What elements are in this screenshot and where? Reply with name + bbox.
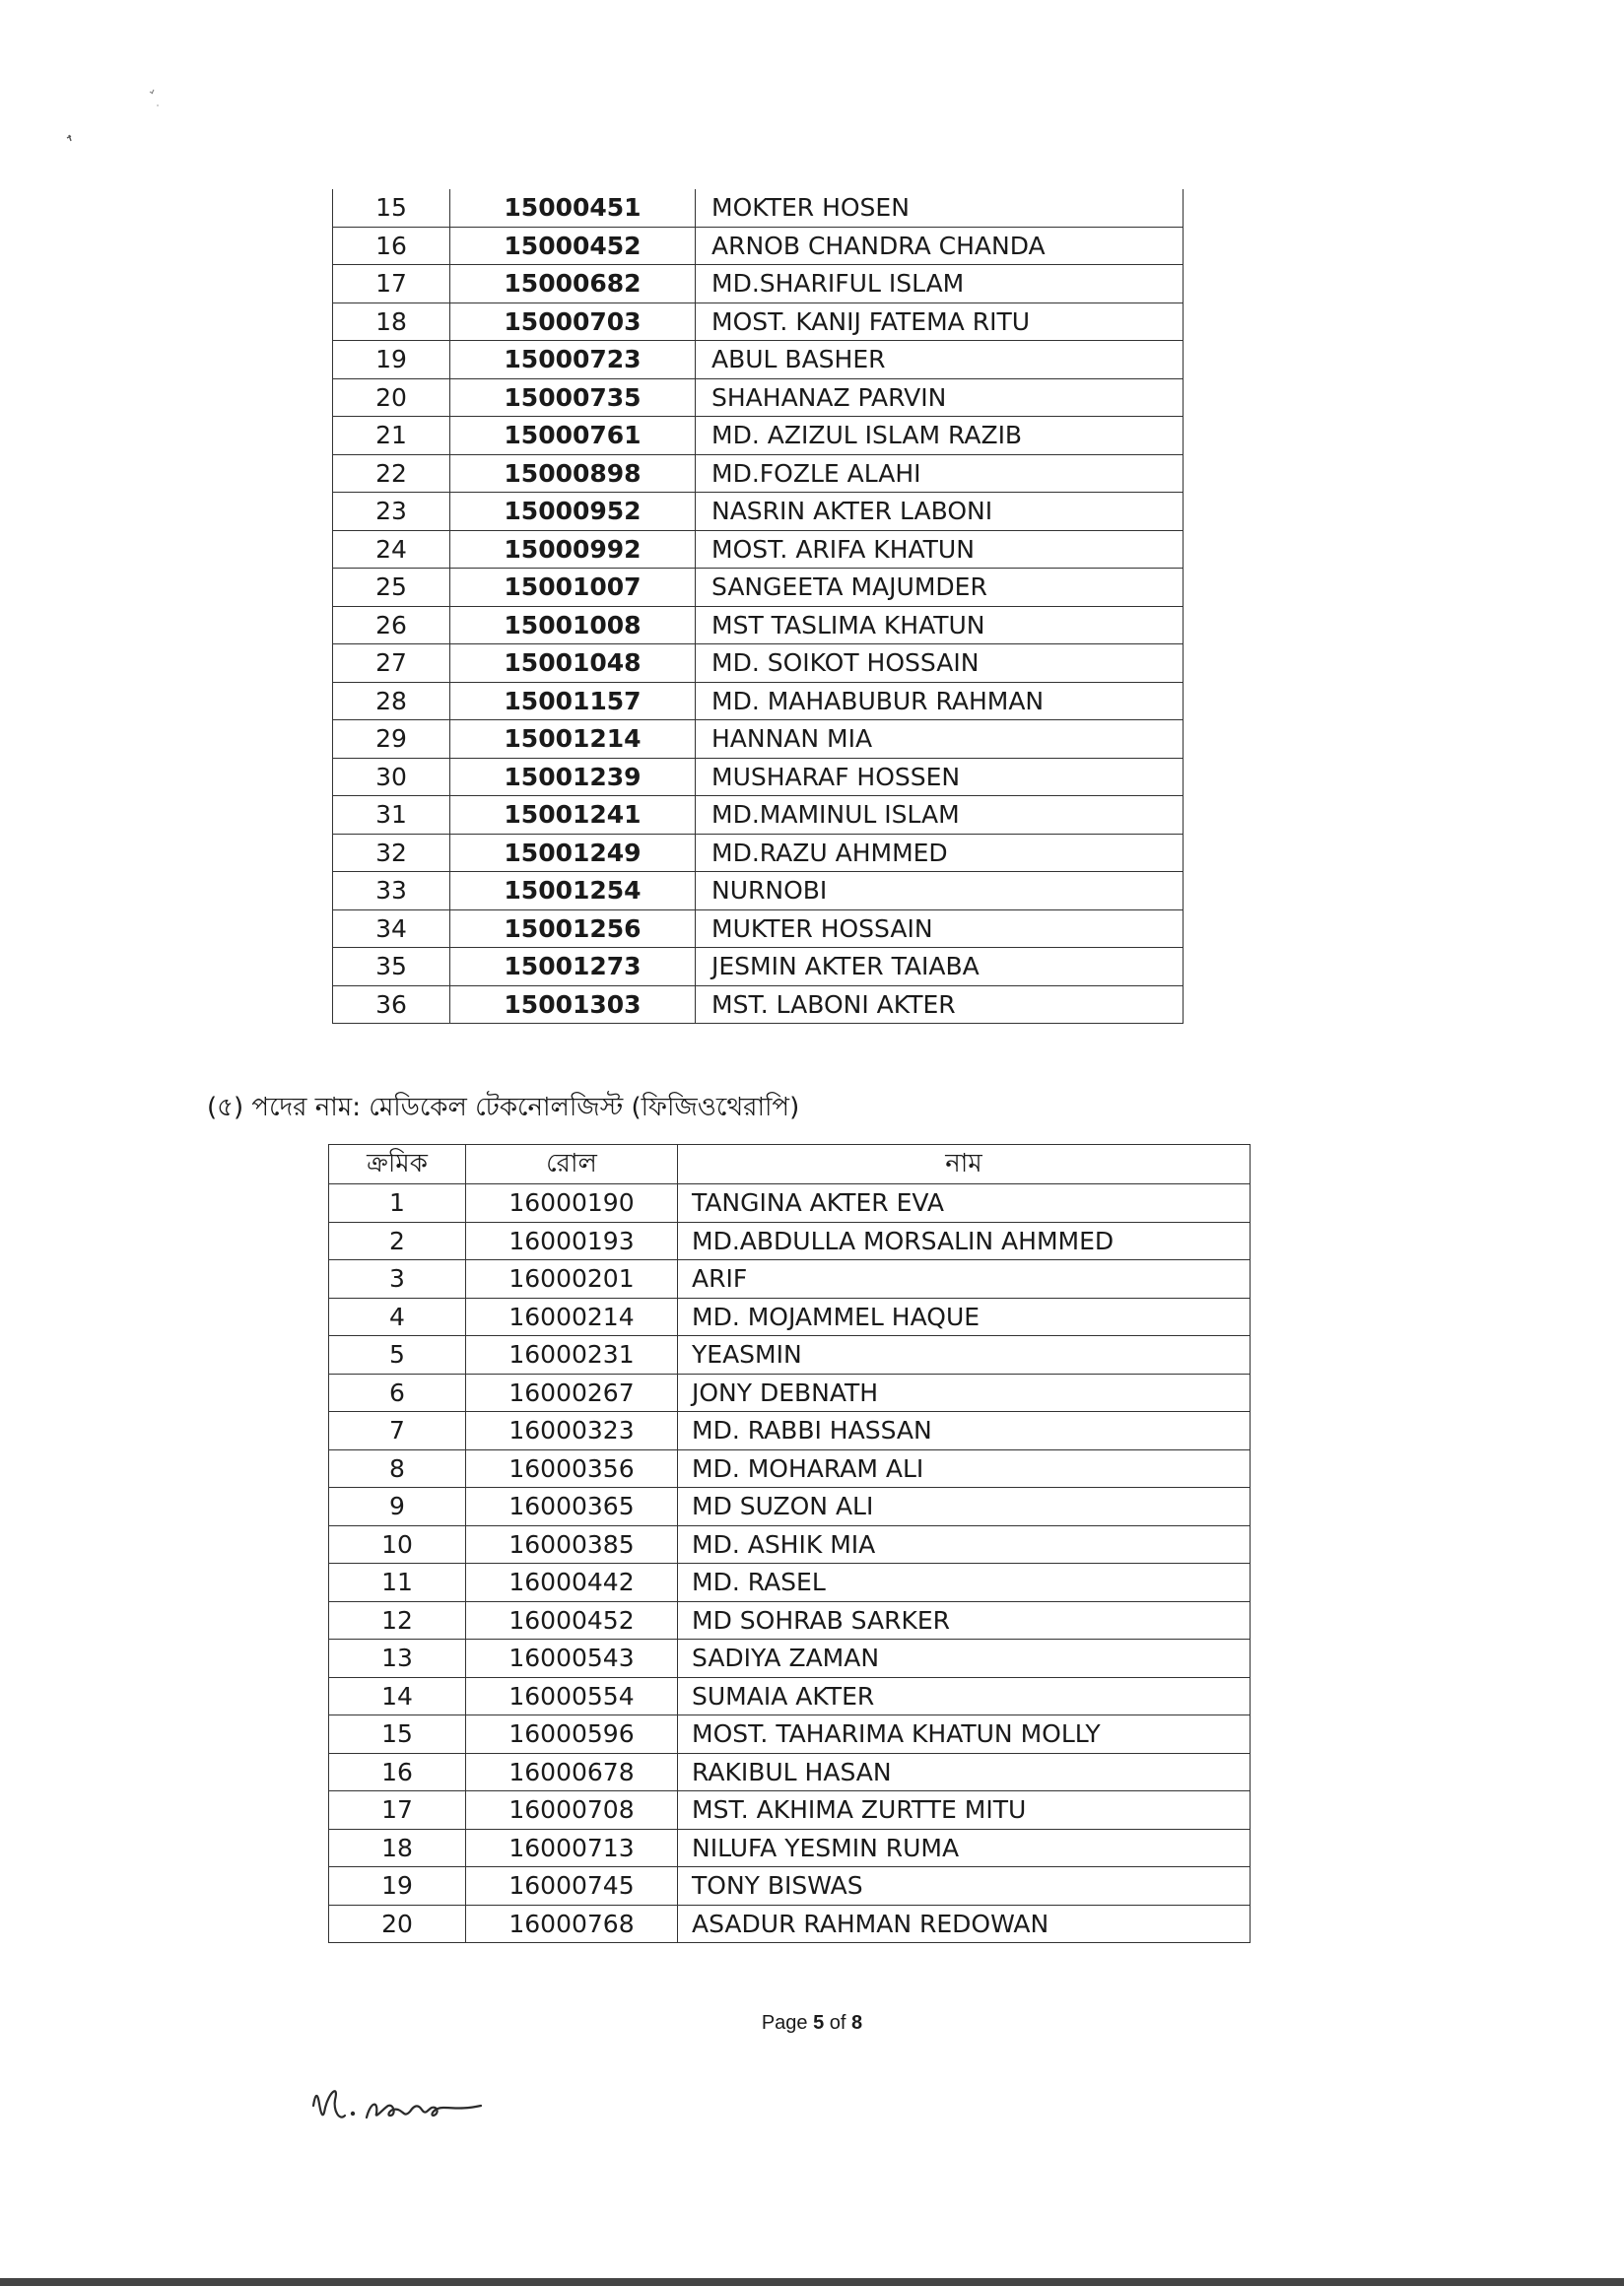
name-cell: SHAHANAZ PARVIN bbox=[696, 378, 1184, 417]
name-cell: MST. LABONI AKTER bbox=[696, 985, 1184, 1024]
page-footer bbox=[0, 2012, 1624, 2035]
serial-cell: 3 bbox=[329, 1260, 466, 1299]
table-row bbox=[333, 644, 1184, 683]
table-row bbox=[333, 189, 1184, 227]
table-row bbox=[329, 1715, 1251, 1754]
roll-cell: 15001214 bbox=[450, 720, 696, 759]
serial-cell: 17 bbox=[333, 265, 450, 303]
roll-cell: 15001157 bbox=[450, 682, 696, 720]
table-row bbox=[329, 1905, 1251, 1943]
name-cell: ARNOB CHANDRA CHANDA bbox=[696, 227, 1184, 265]
roll-cell: 15001241 bbox=[450, 796, 696, 835]
name-cell: MD.FOZLE ALAHI bbox=[696, 454, 1184, 493]
name-cell: MOKTER HOSEN bbox=[696, 189, 1184, 227]
name-cell: ABUL BASHER bbox=[696, 341, 1184, 379]
name-cell: RAKIBUL HASAN bbox=[678, 1753, 1251, 1791]
serial-cell: 17 bbox=[329, 1791, 466, 1830]
roll-cell: 16000713 bbox=[466, 1829, 678, 1867]
serial-cell: 28 bbox=[333, 682, 450, 720]
name-cell: MST. AKHIMA ZURTTE MITU bbox=[678, 1791, 1251, 1830]
section-heading: (৫) পদের নাম: মেডিকেল টেকনোলজিস্ট (ফিজিওথেরাপি) bbox=[207, 1093, 800, 1122]
serial-cell: 16 bbox=[329, 1753, 466, 1791]
table-row bbox=[333, 872, 1184, 910]
table-row bbox=[333, 796, 1184, 835]
name-cell: MD.MAMINUL ISLAM bbox=[696, 796, 1184, 835]
name-cell: MD. AZIZUL ISLAM RAZIB bbox=[696, 417, 1184, 455]
table-row bbox=[329, 1488, 1251, 1526]
candidate-table-continued bbox=[332, 189, 1184, 1024]
table-row bbox=[329, 1298, 1251, 1336]
roll-cell: 15001007 bbox=[450, 569, 696, 607]
roll-cell: 15000735 bbox=[450, 378, 696, 417]
table-row bbox=[329, 1601, 1251, 1640]
name-cell: MD. RABBI HASSAN bbox=[678, 1412, 1251, 1450]
table-row bbox=[333, 493, 1184, 531]
scan-speck-marks bbox=[59, 84, 177, 153]
name-cell: NURNOBI bbox=[696, 872, 1184, 910]
table-row bbox=[333, 985, 1184, 1024]
serial-cell: 13 bbox=[329, 1640, 466, 1678]
roll-cell: 15000898 bbox=[450, 454, 696, 493]
name-cell: TONY BISWAS bbox=[678, 1867, 1251, 1906]
serial-cell: 14 bbox=[329, 1677, 466, 1715]
name-cell: SADIYA ZAMAN bbox=[678, 1640, 1251, 1678]
table-row bbox=[333, 682, 1184, 720]
name-cell: NASRIN AKTER LABONI bbox=[696, 493, 1184, 531]
roll-cell: 16000596 bbox=[466, 1715, 678, 1754]
roll-cell: 16000365 bbox=[466, 1488, 678, 1526]
name-cell: ASADUR RAHMAN REDOWAN bbox=[678, 1905, 1251, 1943]
table-row bbox=[329, 1753, 1251, 1791]
table-row bbox=[333, 720, 1184, 759]
roll-cell: 16000708 bbox=[466, 1791, 678, 1830]
roll-cell: 15001256 bbox=[450, 909, 696, 948]
table-row bbox=[333, 948, 1184, 986]
serial-cell: 19 bbox=[333, 341, 450, 379]
serial-cell: 23 bbox=[333, 493, 450, 531]
column-header-name: নাম bbox=[678, 1145, 1251, 1184]
serial-cell: 8 bbox=[329, 1449, 466, 1488]
serial-cell: 30 bbox=[333, 758, 450, 796]
roll-cell: 15000451 bbox=[450, 189, 696, 227]
table-row bbox=[329, 1829, 1251, 1867]
roll-cell: 16000678 bbox=[466, 1753, 678, 1791]
table-row bbox=[329, 1791, 1251, 1830]
name-cell: MD. MOHARAM ALI bbox=[678, 1449, 1251, 1488]
candidate-table-continued-body bbox=[333, 189, 1184, 1024]
name-cell: ARIF bbox=[678, 1260, 1251, 1299]
serial-cell: 25 bbox=[333, 569, 450, 607]
table-row bbox=[333, 834, 1184, 872]
table-row bbox=[333, 758, 1184, 796]
column-header-serial: ক্রমিক bbox=[329, 1145, 466, 1184]
name-cell: MD.SHARIFUL ISLAM bbox=[696, 265, 1184, 303]
page-current: 5 bbox=[813, 2012, 825, 2034]
roll-cell: 15000452 bbox=[450, 227, 696, 265]
name-cell: MD. ASHIK MIA bbox=[678, 1525, 1251, 1564]
column-header-roll: রোল bbox=[466, 1145, 678, 1184]
roll-cell: 16000193 bbox=[466, 1222, 678, 1260]
serial-cell: 20 bbox=[329, 1905, 466, 1943]
roll-cell: 15001273 bbox=[450, 948, 696, 986]
name-cell: JESMIN AKTER TAIABA bbox=[696, 948, 1184, 986]
roll-cell: 15000761 bbox=[450, 417, 696, 455]
roll-cell: 16000214 bbox=[466, 1298, 678, 1336]
serial-cell: 26 bbox=[333, 606, 450, 644]
name-cell: MD.ABDULLA MORSALIN AHMMED bbox=[678, 1222, 1251, 1260]
page-label: Page bbox=[761, 2012, 814, 2034]
table-row bbox=[329, 1677, 1251, 1715]
name-cell: NILUFA YESMIN RUMA bbox=[678, 1829, 1251, 1867]
serial-cell: 12 bbox=[329, 1601, 466, 1640]
serial-cell: 27 bbox=[333, 644, 450, 683]
handwritten-signature bbox=[305, 2064, 591, 2143]
roll-cell: 16000201 bbox=[466, 1260, 678, 1299]
roll-cell: 16000267 bbox=[466, 1374, 678, 1412]
serial-cell: 11 bbox=[329, 1564, 466, 1602]
name-cell: MD. SOIKOT HOSSAIN bbox=[696, 644, 1184, 683]
serial-cell: 31 bbox=[333, 796, 450, 835]
table-row bbox=[329, 1374, 1251, 1412]
roll-cell: 16000231 bbox=[466, 1336, 678, 1375]
serial-cell: 29 bbox=[333, 720, 450, 759]
name-cell: SUMAIA AKTER bbox=[678, 1677, 1251, 1715]
serial-cell: 15 bbox=[329, 1715, 466, 1754]
table-row bbox=[329, 1564, 1251, 1602]
serial-cell: 35 bbox=[333, 948, 450, 986]
name-cell: MD. RASEL bbox=[678, 1564, 1251, 1602]
roll-cell: 16000323 bbox=[466, 1412, 678, 1450]
serial-cell: 4 bbox=[329, 1298, 466, 1336]
roll-cell: 15000992 bbox=[450, 530, 696, 569]
serial-cell: 20 bbox=[333, 378, 450, 417]
name-cell: MOST. ARIFA KHATUN bbox=[696, 530, 1184, 569]
table-row bbox=[333, 909, 1184, 948]
page-of-label: of bbox=[824, 2012, 852, 2034]
name-cell: MD. MOJAMMEL HAQUE bbox=[678, 1298, 1251, 1336]
serial-cell: 16 bbox=[333, 227, 450, 265]
name-cell: MST TASLIMA KHATUN bbox=[696, 606, 1184, 644]
table-row bbox=[329, 1184, 1251, 1223]
table-row bbox=[333, 265, 1184, 303]
serial-cell: 24 bbox=[333, 530, 450, 569]
serial-cell: 5 bbox=[329, 1336, 466, 1375]
serial-cell: 21 bbox=[333, 417, 450, 455]
table-row bbox=[329, 1336, 1251, 1375]
serial-cell: 22 bbox=[333, 454, 450, 493]
table-row bbox=[333, 341, 1184, 379]
table-row bbox=[329, 1412, 1251, 1450]
serial-cell: 33 bbox=[333, 872, 450, 910]
roll-cell: 15001239 bbox=[450, 758, 696, 796]
table-row bbox=[333, 569, 1184, 607]
scan-bottom-edge bbox=[0, 2278, 1624, 2286]
table-row bbox=[329, 1640, 1251, 1678]
table-row bbox=[333, 454, 1184, 493]
roll-cell: 16000452 bbox=[466, 1601, 678, 1640]
table-row bbox=[329, 1222, 1251, 1260]
roll-cell: 16000385 bbox=[466, 1525, 678, 1564]
serial-cell: 32 bbox=[333, 834, 450, 872]
serial-cell: 9 bbox=[329, 1488, 466, 1526]
roll-cell: 16000190 bbox=[466, 1184, 678, 1223]
name-cell: TANGINA AKTER EVA bbox=[678, 1184, 1251, 1223]
serial-cell: 18 bbox=[329, 1829, 466, 1867]
name-cell: MD SOHRAB SARKER bbox=[678, 1601, 1251, 1640]
table-row bbox=[333, 530, 1184, 569]
roll-cell: 15000682 bbox=[450, 265, 696, 303]
name-cell: JONY DEBNATH bbox=[678, 1374, 1251, 1412]
serial-cell: 10 bbox=[329, 1525, 466, 1564]
roll-cell: 16000356 bbox=[466, 1449, 678, 1488]
page-total: 8 bbox=[851, 2012, 863, 2034]
table-row bbox=[329, 1525, 1251, 1564]
table-header-row bbox=[329, 1145, 1251, 1184]
roll-cell: 15001303 bbox=[450, 985, 696, 1024]
roll-cell: 15000952 bbox=[450, 493, 696, 531]
serial-cell: 18 bbox=[333, 303, 450, 341]
name-cell: MOST. KANIJ FATEMA RITU bbox=[696, 303, 1184, 341]
roll-cell: 15001048 bbox=[450, 644, 696, 683]
serial-cell: 19 bbox=[329, 1867, 466, 1906]
name-cell: YEASMIN bbox=[678, 1336, 1251, 1375]
roll-cell: 15001008 bbox=[450, 606, 696, 644]
name-cell: MUSHARAF HOSSEN bbox=[696, 758, 1184, 796]
roll-cell: 16000543 bbox=[466, 1640, 678, 1678]
name-cell: HANNAN MIA bbox=[696, 720, 1184, 759]
table-row bbox=[333, 378, 1184, 417]
table-row bbox=[333, 227, 1184, 265]
candidate-table-physiotherapy-body bbox=[329, 1184, 1251, 1943]
table-row bbox=[329, 1449, 1251, 1488]
roll-cell: 16000554 bbox=[466, 1677, 678, 1715]
name-cell: MOST. TAHARIMA KHATUN MOLLY bbox=[678, 1715, 1251, 1754]
name-cell: SANGEETA MAJUMDER bbox=[696, 569, 1184, 607]
table-row bbox=[333, 417, 1184, 455]
table-row bbox=[329, 1260, 1251, 1299]
serial-cell: 36 bbox=[333, 985, 450, 1024]
name-cell: MD. MAHABUBUR RAHMAN bbox=[696, 682, 1184, 720]
name-cell: MD.RAZU AHMMED bbox=[696, 834, 1184, 872]
roll-cell: 16000442 bbox=[466, 1564, 678, 1602]
serial-cell: 15 bbox=[333, 189, 450, 227]
roll-cell: 16000745 bbox=[466, 1867, 678, 1906]
roll-cell: 15000703 bbox=[450, 303, 696, 341]
table-row bbox=[333, 606, 1184, 644]
roll-cell: 15000723 bbox=[450, 341, 696, 379]
candidate-table-physiotherapy bbox=[328, 1144, 1251, 1943]
table-row bbox=[333, 303, 1184, 341]
serial-cell: 6 bbox=[329, 1374, 466, 1412]
roll-cell: 15001254 bbox=[450, 872, 696, 910]
roll-cell: 15001249 bbox=[450, 834, 696, 872]
roll-cell: 16000768 bbox=[466, 1905, 678, 1943]
serial-cell: 34 bbox=[333, 909, 450, 948]
serial-cell: 2 bbox=[329, 1222, 466, 1260]
table-row bbox=[329, 1867, 1251, 1906]
name-cell: MUKTER HOSSAIN bbox=[696, 909, 1184, 948]
serial-cell: 7 bbox=[329, 1412, 466, 1450]
serial-cell: 1 bbox=[329, 1184, 466, 1223]
name-cell: MD SUZON ALI bbox=[678, 1488, 1251, 1526]
